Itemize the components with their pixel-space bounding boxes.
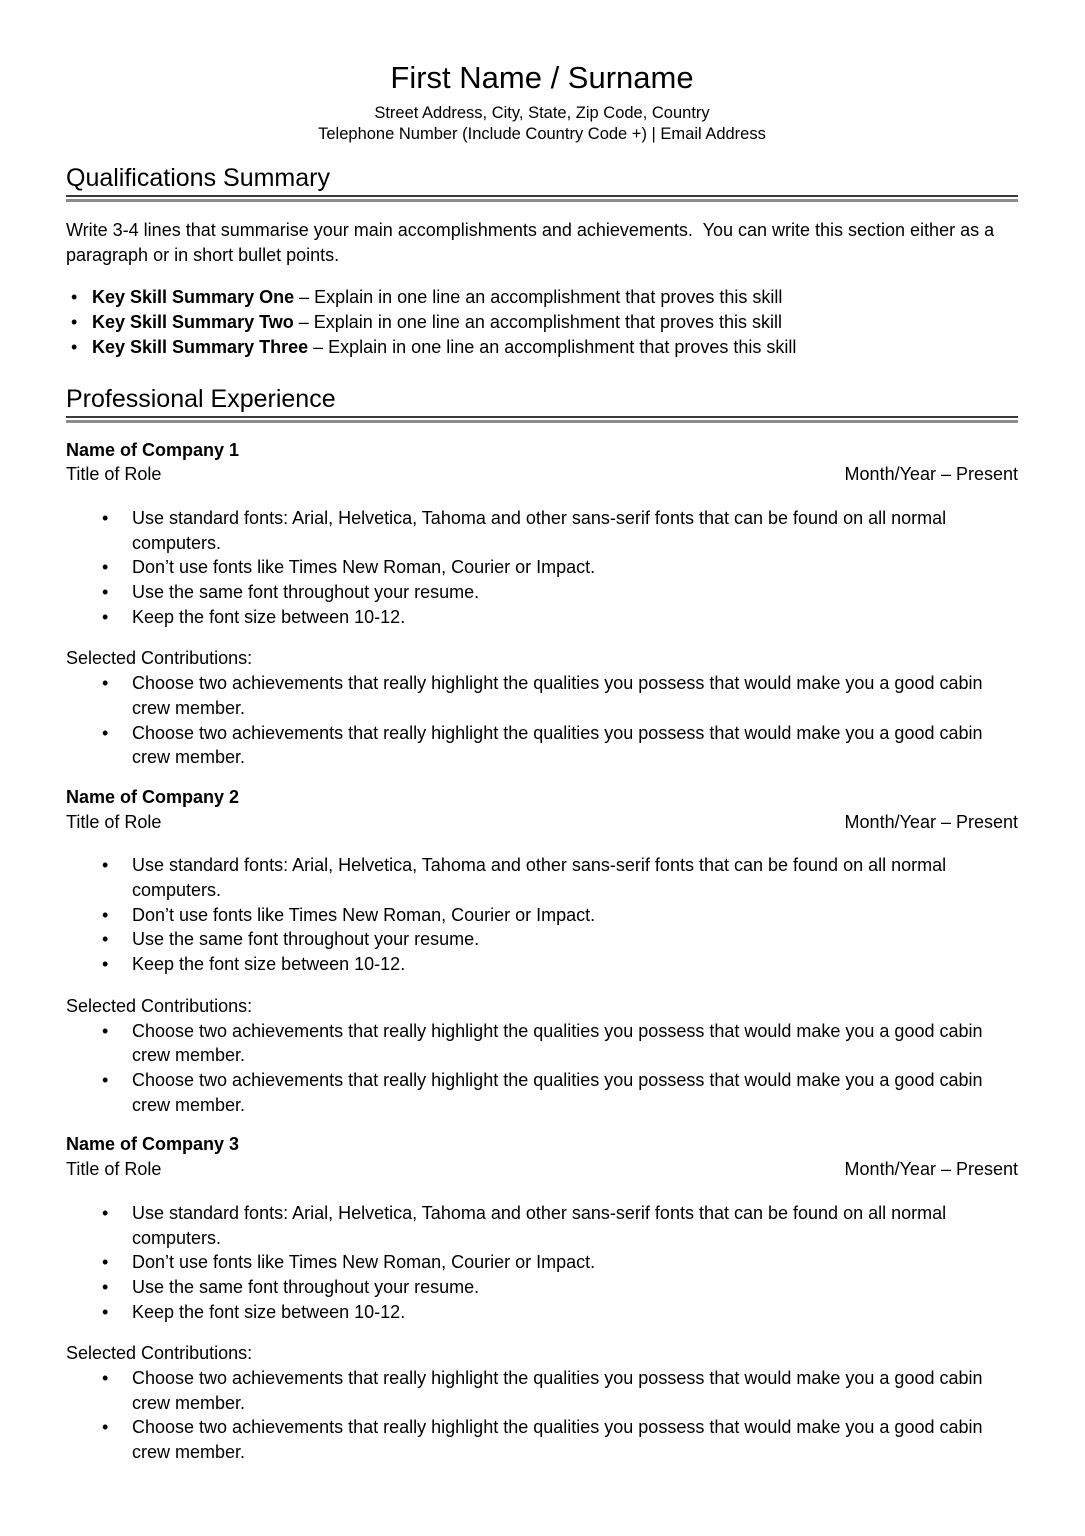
bullet-icon: • — [102, 1202, 109, 1223]
contact-line: Telephone Number (Include Country Code +) | Email Address — [318, 125, 766, 143]
bullet-item — [66, 671, 1018, 720]
bullet-item — [66, 1300, 1018, 1325]
bullet-icon: • — [102, 1020, 109, 1041]
candidate-name: First Name / Surname — [390, 60, 694, 95]
heading-rule — [66, 195, 1018, 202]
role-row — [66, 462, 1018, 487]
bullet-icon: • — [102, 1069, 109, 1090]
role-row — [66, 1157, 1018, 1182]
header-address-block — [66, 103, 1018, 145]
bullet-icon: • — [102, 606, 109, 627]
experience-heading: Professional Experience — [66, 384, 336, 413]
selected-contributions-label: Selected Contributions: — [66, 1343, 253, 1364]
skill-item — [66, 310, 1018, 335]
company-block-2 — [66, 785, 1018, 1117]
bullet-text: Use standard fonts: Arial, Helvetica, Tahoma and other sans-serif fonts that can be found on all normal computers. — [132, 507, 947, 553]
bullet-text: Keep the font size between 10-12. — [132, 606, 406, 627]
section-qualifications — [66, 164, 1018, 360]
heading-rule — [66, 416, 1018, 423]
skill-label: Key Skill Summary Three — [92, 336, 309, 357]
skill-description: – Explain in one line an accomplishment that proves this skill — [299, 287, 783, 308]
bullet-icon: • — [102, 582, 109, 603]
bullet-text: Use the same font throughout your resume. — [132, 582, 480, 603]
skill-item — [66, 285, 1018, 310]
experience-bullet-list — [66, 506, 1018, 630]
bullet-text: Choose two achievements that really highlight the qualities you possess that would make you a good cabin crew member. — [132, 722, 983, 768]
selected-contributions-label: Selected Contributions: — [66, 995, 253, 1016]
bullet-icon: • — [102, 722, 109, 743]
bullet-text: Use standard fonts: Arial, Helvetica, Tahoma and other sans-serif fonts that can be found on all normal computers. — [132, 855, 947, 901]
bullet-item — [66, 1415, 1018, 1464]
bullet-item — [66, 555, 1018, 580]
experience-bullet-list — [66, 1201, 1018, 1325]
bullet-text: Keep the font size between 10-12. — [132, 954, 406, 975]
skill-label: Key Skill Summary Two — [92, 312, 294, 333]
key-skills-list — [66, 285, 1018, 359]
bullet-icon: • — [102, 673, 109, 694]
company-name: Name of Company 2 — [66, 786, 240, 807]
employment-dates: Month/Year – Present — [844, 464, 1018, 485]
bullet-text: Don’t use fonts like Times New Roman, Courier or Impact. — [132, 904, 596, 925]
bullet-icon: • — [102, 929, 109, 950]
selected-contributions-label: Selected Contributions: — [66, 648, 253, 669]
bullet-icon: • — [102, 1252, 109, 1273]
bullet-item — [66, 1201, 1018, 1250]
bullet-item — [66, 506, 1018, 555]
contributions-list — [66, 1366, 1018, 1465]
bullet-item — [66, 853, 1018, 902]
contributions-list — [66, 1019, 1018, 1118]
bullet-text: Choose two achievements that really highlight the qualities you possess that would make you a good cabin crew member. — [132, 1069, 983, 1115]
bullet-item — [66, 952, 1018, 977]
resume-header — [66, 60, 1018, 145]
skill-description: – Explain in one line an accomplishment that proves this skill — [298, 312, 783, 333]
employment-dates: Month/Year – Present — [844, 811, 1018, 832]
bullet-item — [66, 1250, 1018, 1275]
bullet-icon: • — [102, 557, 109, 578]
bullet-icon: • — [102, 1417, 109, 1438]
role-row — [66, 810, 1018, 835]
bullet-icon: • — [102, 1276, 109, 1297]
skill-item — [66, 335, 1018, 360]
bullet-item — [66, 1019, 1018, 1068]
address-line: Street Address, City, State, Zip Code, Country — [374, 104, 710, 122]
bullet-text: Choose two achievements that really highlight the qualities you possess that would make you a good cabin crew member. — [132, 1020, 983, 1066]
bullet-text: Choose two achievements that really highlight the qualities you possess that would make you a good cabin crew member. — [132, 673, 983, 718]
skill-label: Key Skill Summary One — [92, 287, 295, 308]
bullet-item — [66, 580, 1018, 605]
bullet-item — [66, 1275, 1018, 1300]
bullet-text: Use standard fonts: Arial, Helvetica, Tahoma and other sans-serif fonts that can be found on all normal computers. — [132, 1202, 947, 1248]
bullet-text: Use the same font throughout your resume. — [132, 929, 480, 950]
role-title: Title of Role — [66, 1159, 162, 1180]
bullet-item — [66, 1068, 1018, 1117]
bullet-item — [66, 927, 1018, 952]
bullet-text: Don’t use fonts like Times New Roman, Courier or Impact. — [132, 1252, 596, 1273]
company-name: Name of Company 1 — [66, 439, 240, 460]
bullet-text: Choose two achievements that really highlight the qualities you possess that would make you a good cabin crew member. — [132, 1368, 983, 1413]
bullet-icon: • — [102, 904, 109, 925]
employment-dates: Month/Year – Present — [844, 1159, 1018, 1180]
bullet-icon: • — [102, 507, 109, 528]
experience-bullet-list — [66, 853, 1018, 977]
bullet-text: Don’t use fonts like Times New Roman, Courier or Impact. — [132, 557, 596, 578]
skill-description: – Explain in one line an accomplishment that proves this skill — [313, 336, 797, 357]
bullet-icon: • — [71, 312, 78, 333]
bullet-icon: • — [71, 287, 78, 308]
bullet-icon: • — [102, 954, 109, 975]
qualifications-heading: Qualifications Summary — [66, 164, 330, 192]
bullet-icon: • — [102, 1301, 109, 1322]
company-name: Name of Company 3 — [66, 1134, 240, 1155]
contributions-list — [66, 671, 1018, 770]
bullet-item — [66, 1366, 1018, 1415]
company-block-1 — [66, 438, 1018, 770]
qualifications-intro: Write 3-4 lines that summarise your main accomplishments and achievements. You can write this section either as a paragraph or in short bullet points. — [66, 220, 995, 265]
bullet-text: Use the same font throughout your resume. — [132, 1276, 480, 1297]
bullet-text: Keep the font size between 10-12. — [132, 1301, 406, 1322]
bullet-item — [66, 721, 1018, 770]
company-block-3 — [66, 1132, 1018, 1464]
bullet-icon: • — [102, 1368, 109, 1389]
bullet-item — [66, 605, 1018, 630]
role-title: Title of Role — [66, 464, 162, 485]
bullet-icon: • — [71, 336, 78, 357]
bullet-icon: • — [102, 855, 109, 876]
role-title: Title of Role — [66, 811, 162, 832]
bullet-item — [66, 903, 1018, 928]
bullet-text: Choose two achievements that really highlight the qualities you possess that would make you a good cabin crew member. — [132, 1417, 983, 1463]
section-experience — [66, 385, 1018, 1465]
